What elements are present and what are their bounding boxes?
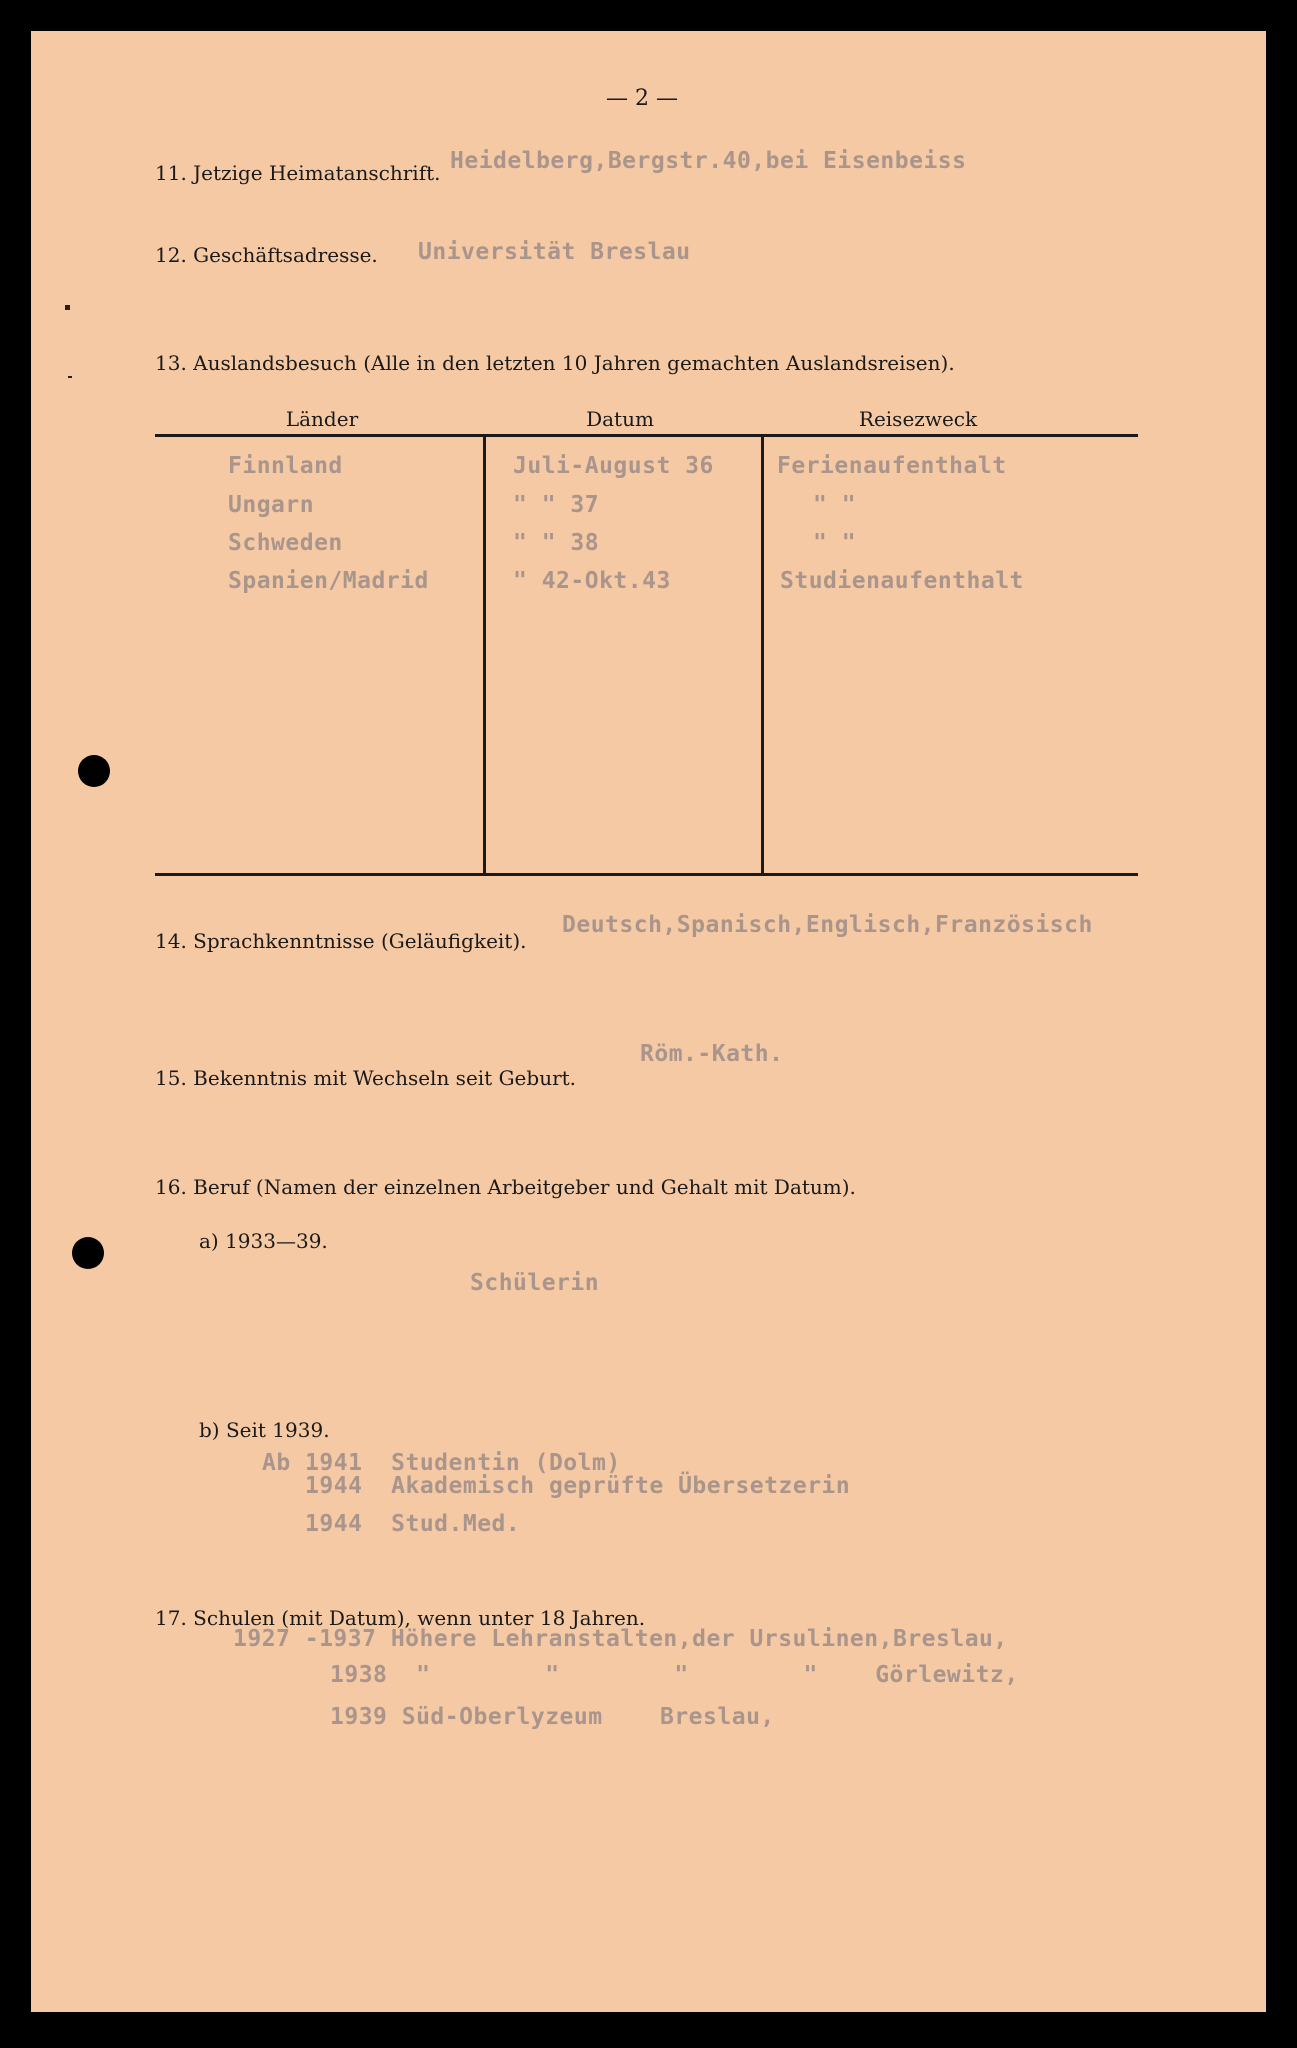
field-15-value: Röm.-Kath. — [640, 1041, 784, 1067]
table-cell-land: Schweden — [228, 530, 343, 556]
field-16a-value: Schülerin — [470, 1270, 600, 1296]
table-bottom-rule — [155, 873, 1138, 876]
field-13-label: 13. Auslandsbesuch (Alle in den letzten 10 Jahren gemachten Auslandsreisen). — [155, 351, 955, 375]
table-header-datum: Datum — [586, 407, 654, 431]
field-17-line: 1927 -1937 Höhere Lehranstalten,der Ursulinen,Breslau, — [233, 1626, 1008, 1652]
field-16-label: 16. Beruf (Namen der einzelnen Arbeitgeber und Gehalt mit Datum). — [155, 1175, 856, 1199]
table-header-reisezweck: Reisezweck — [858, 407, 978, 431]
table-cell-land: Finnland — [228, 453, 343, 479]
field-11-label: 11. Jetzige Heimatanschrift. — [155, 161, 441, 185]
field-17-line: 1938 " " " " Görlewitz, — [330, 1662, 1019, 1688]
field-12-label: 12. Geschäftsadresse. — [155, 243, 378, 267]
table-cell-zweck: " " — [813, 530, 857, 556]
table-column-divider — [761, 436, 764, 873]
field-16b-line: 1944 Akademisch geprüfte Übersetzerin — [262, 1473, 851, 1499]
margin-mark — [68, 376, 72, 378]
table-cell-datum: " " 37 — [513, 492, 600, 518]
table-header-laender: Länder — [285, 407, 359, 431]
table-cell-land: Spanien/Madrid — [228, 568, 429, 594]
table-cell-zweck: Ferienaufenthalt — [777, 453, 1007, 479]
field-16b-line: 1944 Stud.Med. — [262, 1511, 521, 1537]
punch-hole-bottom — [72, 1237, 104, 1269]
field-14-value: Deutsch,Spanisch,Englisch,Französisch — [562, 912, 1093, 938]
table-top-rule — [155, 434, 1138, 437]
table-cell-datum: " " 38 — [513, 530, 600, 556]
field-17-line: 1939 Süd-Oberlyzeum Breslau, — [330, 1704, 775, 1730]
table-cell-zweck: " " — [813, 492, 857, 518]
field-16b-label: b) Seit 1939. — [199, 1418, 330, 1442]
field-16b-line: Ab 1941 Studentin (Dolm) — [262, 1450, 621, 1476]
table-cell-zweck: Studienaufenthalt — [780, 568, 1024, 594]
field-14-label: 14. Sprachkenntnisse (Geläufigkeit). — [155, 929, 527, 953]
field-12-value: Universität Breslau — [418, 239, 691, 265]
field-11-value: Heidelberg,Bergstr.40,bei Eisenbeiss — [450, 148, 967, 174]
field-16a-label: a) 1933—39. — [199, 1229, 328, 1253]
page-number: — 2 — — [606, 86, 678, 111]
table-cell-datum: " 42-Okt.43 — [513, 568, 671, 594]
table-cell-datum: Juli-August 36 — [513, 453, 714, 479]
punch-hole-top — [78, 755, 110, 787]
table-column-divider — [483, 436, 486, 873]
field-17-label: 17. Schulen (mit Datum), wenn unter 18 Jahren. — [155, 1606, 646, 1630]
field-15-label: 15. Bekenntnis mit Wechseln seit Geburt. — [155, 1066, 577, 1090]
table-cell-land: Ungarn — [228, 492, 315, 518]
margin-mark — [65, 305, 70, 310]
